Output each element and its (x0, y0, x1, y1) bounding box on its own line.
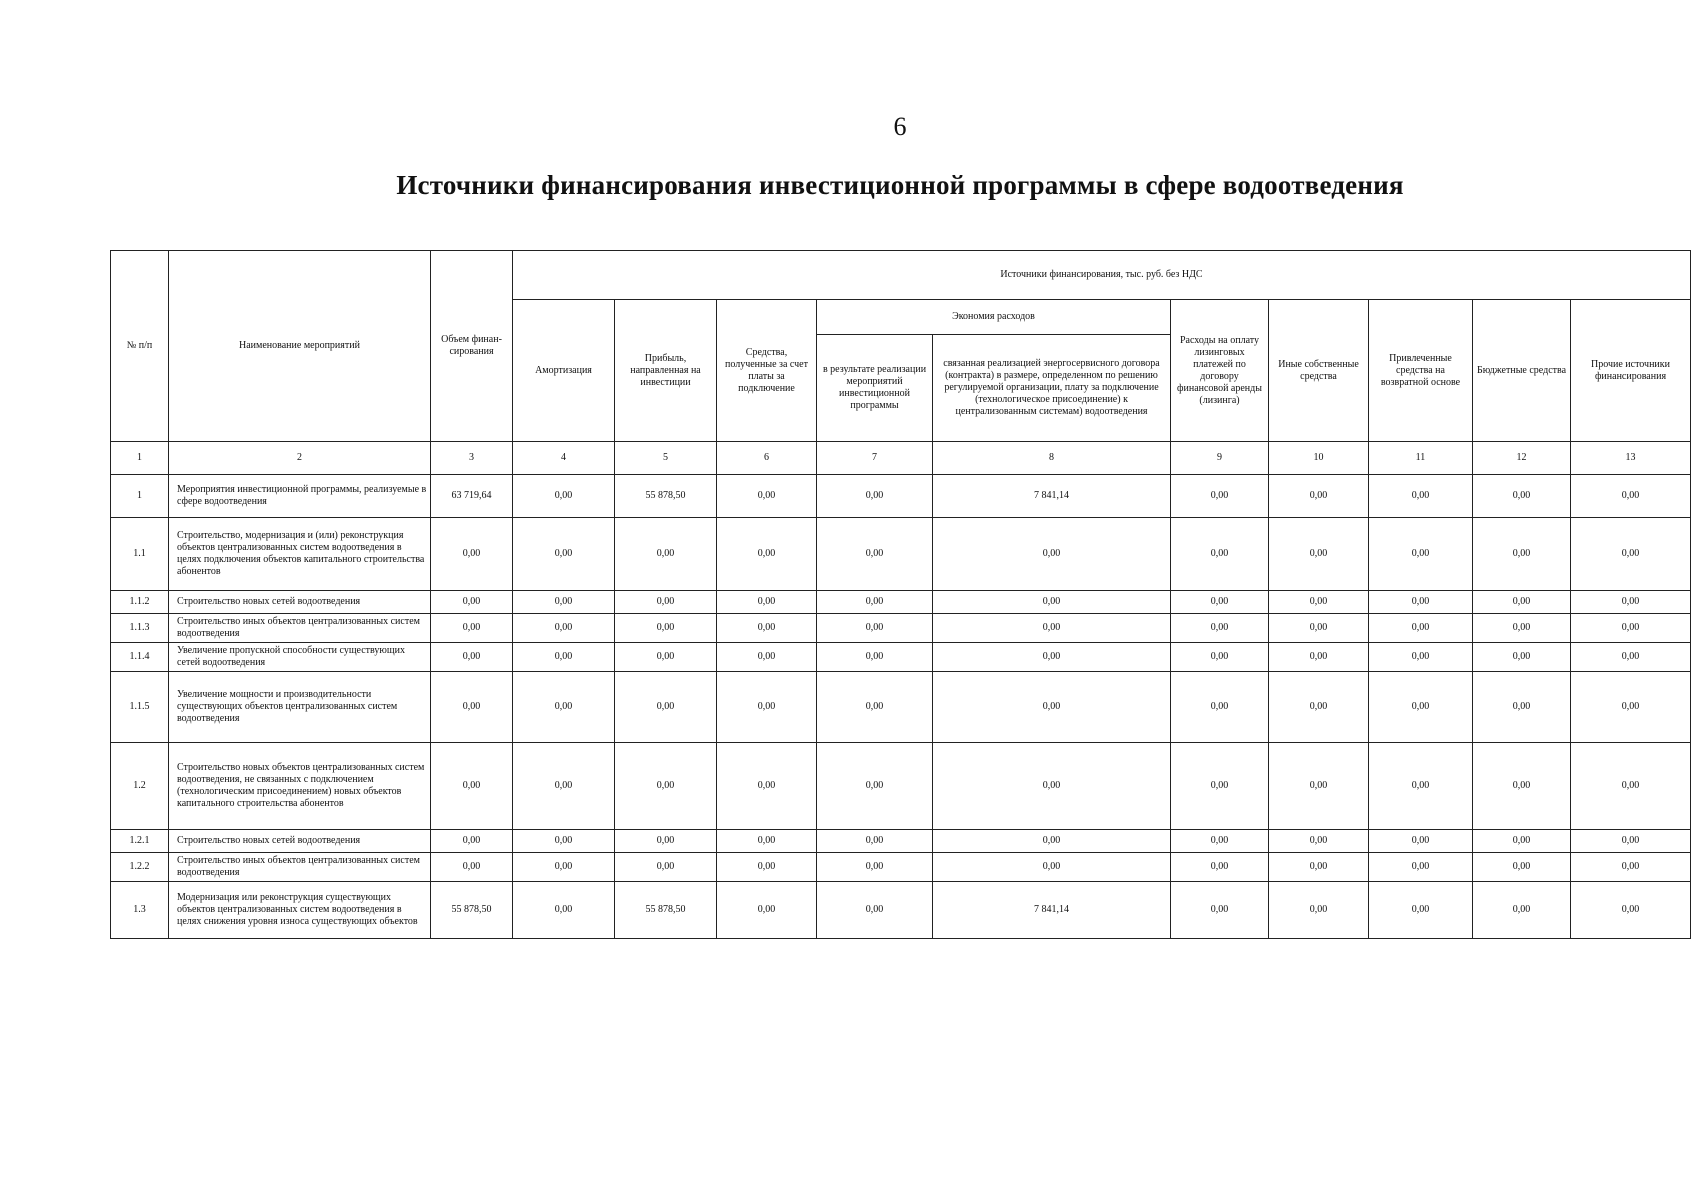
row-name: Строительство, модернизация и (или) реконструкция объектов централизованных систем водоотведения в целях подключения объектов капитального строительства абонентов (169, 518, 431, 591)
value-cell: 0,00 (717, 743, 817, 830)
value-cell: 0,00 (1369, 614, 1473, 643)
row-name: Строительство новых сетей водоотведения (169, 591, 431, 614)
value-cell: 0,00 (1473, 830, 1571, 853)
value-cell: 0,00 (817, 591, 933, 614)
value-cell: 0,00 (1171, 614, 1269, 643)
value-cell: 0,00 (1473, 882, 1571, 939)
header-amortization: Амортизация (513, 300, 615, 442)
value-cell: 0,00 (1369, 672, 1473, 743)
value-cell: 0,00 (1473, 591, 1571, 614)
row-number: 1.1.4 (111, 643, 169, 672)
value-cell: 0,00 (1369, 591, 1473, 614)
value-cell: 0,00 (1369, 643, 1473, 672)
value-cell: 0,00 (1473, 614, 1571, 643)
value-cell: 0,00 (817, 475, 933, 518)
value-cell: 0,00 (933, 518, 1171, 591)
column-number: 5 (615, 442, 717, 475)
value-cell: 0,00 (1269, 853, 1369, 882)
value-cell: 0,00 (1269, 672, 1369, 743)
value-cell: 0,00 (1571, 518, 1691, 591)
table-row (111, 743, 1691, 830)
value-cell: 0,00 (817, 743, 933, 830)
column-numbers-row (111, 442, 1691, 475)
table-row (111, 643, 1691, 672)
value-cell: 0,00 (1571, 672, 1691, 743)
value-cell: 0,00 (615, 830, 717, 853)
value-cell: 0,00 (431, 643, 513, 672)
value-cell: 0,00 (1269, 591, 1369, 614)
value-cell: 0,00 (1269, 830, 1369, 853)
value-cell: 0,00 (615, 518, 717, 591)
page-title: Источники финансирования инвестиционной программы в сфере водоотведения (396, 170, 1404, 200)
value-cell: 0,00 (1473, 743, 1571, 830)
value-cell: 0,00 (1473, 475, 1571, 518)
value-cell: 0,00 (431, 743, 513, 830)
value-cell: 0,00 (717, 882, 817, 939)
value-cell: 0,00 (1269, 643, 1369, 672)
value-cell: 0,00 (1473, 672, 1571, 743)
header-savings-program: в результате реализации мероприятий инвестиционной программы (817, 335, 933, 442)
value-cell: 0,00 (615, 643, 717, 672)
column-number: 6 (717, 442, 817, 475)
row-name: Строительство иных объектов централизованных систем водоотведения (169, 853, 431, 882)
value-cell: 0,00 (615, 743, 717, 830)
value-cell: 0,00 (513, 882, 615, 939)
value-cell: 0,00 (933, 743, 1171, 830)
column-number: 13 (1571, 442, 1691, 475)
value-cell: 0,00 (431, 518, 513, 591)
value-cell: 63 719,64 (431, 475, 513, 518)
value-cell: 0,00 (933, 672, 1171, 743)
value-cell: 0,00 (1269, 475, 1369, 518)
value-cell: 0,00 (1171, 830, 1269, 853)
value-cell: 0,00 (615, 672, 717, 743)
value-cell: 0,00 (431, 830, 513, 853)
value-cell: 0,00 (513, 853, 615, 882)
value-cell: 0,00 (717, 672, 817, 743)
table-row (111, 853, 1691, 882)
value-cell: 0,00 (431, 672, 513, 743)
value-cell: 0,00 (615, 614, 717, 643)
value-cell: 0,00 (717, 518, 817, 591)
value-cell: 0,00 (1369, 853, 1473, 882)
value-cell: 0,00 (513, 591, 615, 614)
value-cell: 0,00 (513, 475, 615, 518)
value-cell: 0,00 (1369, 518, 1473, 591)
value-cell: 0,00 (1171, 882, 1269, 939)
value-cell: 0,00 (1171, 475, 1269, 518)
value-cell: 0,00 (1269, 518, 1369, 591)
value-cell: 0,00 (1571, 643, 1691, 672)
row-number: 1.1.5 (111, 672, 169, 743)
value-cell: 0,00 (513, 643, 615, 672)
value-cell: 0,00 (933, 614, 1171, 643)
value-cell: 0,00 (933, 853, 1171, 882)
row-number: 1.3 (111, 882, 169, 939)
financing-table (110, 250, 1691, 939)
value-cell: 55 878,50 (431, 882, 513, 939)
value-cell: 0,00 (717, 830, 817, 853)
value-cell: 7 841,14 (933, 882, 1171, 939)
header-savings-energy: связанная реализацией энергосервисного договора (контракта) в размере, определенном по решению регулируемой организации, плату за подключение (технологическое присоединение) к централизованным системам) водоотведения (933, 335, 1171, 442)
value-cell: 0,00 (1171, 643, 1269, 672)
row-name: Увеличение пропускной способности существующих сетей водоотведения (169, 643, 431, 672)
value-cell: 0,00 (431, 591, 513, 614)
row-number: 1 (111, 475, 169, 518)
value-cell: 0,00 (513, 614, 615, 643)
value-cell: 0,00 (933, 591, 1171, 614)
column-number: 3 (431, 442, 513, 475)
row-name: Увеличение мощности и производительности существующих объектов централизованных систем водоотведения (169, 672, 431, 743)
row-number: 1.1.2 (111, 591, 169, 614)
value-cell: 0,00 (513, 672, 615, 743)
value-cell: 0,00 (1571, 882, 1691, 939)
table-row (111, 614, 1691, 643)
row-number: 1.1.3 (111, 614, 169, 643)
row-name: Модернизация или реконструкция существующих объектов централизованных систем водоотведения в целях снижения уровня износа существующих объектов (169, 882, 431, 939)
value-cell: 0,00 (817, 882, 933, 939)
table-row (111, 591, 1691, 614)
header-profit: Прибыль, направленная на инвестиции (615, 300, 717, 442)
row-name: Строительство иных объектов централизованных систем водоотведения (169, 614, 431, 643)
value-cell: 0,00 (1171, 743, 1269, 830)
row-number: 1.2.2 (111, 853, 169, 882)
value-cell: 0,00 (817, 614, 933, 643)
column-number: 9 (1171, 442, 1269, 475)
value-cell: 0,00 (1171, 591, 1269, 614)
value-cell: 0,00 (513, 518, 615, 591)
value-cell: 0,00 (717, 614, 817, 643)
value-cell: 0,00 (1171, 853, 1269, 882)
value-cell: 0,00 (1269, 882, 1369, 939)
value-cell: 0,00 (1369, 882, 1473, 939)
row-number: 1.1 (111, 518, 169, 591)
header-connection-fee: Средства, полученные за счет платы за подключение (717, 300, 817, 442)
row-number: 1.2 (111, 743, 169, 830)
column-number: 11 (1369, 442, 1473, 475)
value-cell: 0,00 (817, 643, 933, 672)
value-cell: 55 878,50 (615, 882, 717, 939)
value-cell: 55 878,50 (615, 475, 717, 518)
table-row (111, 882, 1691, 939)
table-row (111, 830, 1691, 853)
value-cell: 0,00 (717, 591, 817, 614)
header-own-funds: Иные собственные средства (1269, 300, 1369, 442)
row-number: 1.2.1 (111, 830, 169, 853)
column-number: 4 (513, 442, 615, 475)
header-num: № п/п (111, 251, 169, 442)
value-cell: 0,00 (431, 853, 513, 882)
table-row (111, 672, 1691, 743)
page-number: 6 (893, 112, 907, 141)
value-cell: 0,00 (1269, 743, 1369, 830)
value-cell: 0,00 (717, 853, 817, 882)
value-cell: 0,00 (817, 830, 933, 853)
value-cell: 7 841,14 (933, 475, 1171, 518)
column-number: 2 (169, 442, 431, 475)
value-cell: 0,00 (1473, 518, 1571, 591)
value-cell: 0,00 (1571, 614, 1691, 643)
value-cell: 0,00 (817, 853, 933, 882)
header-leasing: Расходы на оплату лизинговых платежей по договору финансовой аренды (лизинга) (1171, 300, 1269, 442)
value-cell: 0,00 (1369, 475, 1473, 518)
column-number: 12 (1473, 442, 1571, 475)
value-cell: 0,00 (1473, 853, 1571, 882)
value-cell: 0,00 (1369, 830, 1473, 853)
value-cell: 0,00 (817, 518, 933, 591)
value-cell: 0,00 (513, 743, 615, 830)
header-name: Наименование мероприятий (169, 251, 431, 442)
table-row (111, 475, 1691, 518)
header-sources-group: Источники финансирования, тыс. руб. без НДС (513, 251, 1691, 300)
row-name: Мероприятия инвестиционной программы, реализуемые в сфере водоотведения (169, 475, 431, 518)
value-cell: 0,00 (717, 475, 817, 518)
value-cell: 0,00 (1571, 475, 1691, 518)
value-cell: 0,00 (1269, 614, 1369, 643)
header-borrowed: Привлеченные средства на возвратной основе (1369, 300, 1473, 442)
value-cell: 0,00 (513, 830, 615, 853)
header-other: Прочие источники финансирования (1571, 300, 1691, 442)
column-number: 7 (817, 442, 933, 475)
value-cell: 0,00 (1171, 672, 1269, 743)
value-cell: 0,00 (615, 853, 717, 882)
table-row (111, 518, 1691, 591)
value-cell: 0,00 (1571, 830, 1691, 853)
value-cell: 0,00 (1571, 591, 1691, 614)
row-name: Строительство новых объектов централизованных систем водоотведения, не связанных с подключением (технологическим присоединением) новых объектов капитального строительства абонентов (169, 743, 431, 830)
value-cell: 0,00 (1171, 518, 1269, 591)
value-cell: 0,00 (431, 614, 513, 643)
column-number: 1 (111, 442, 169, 475)
column-number: 10 (1269, 442, 1369, 475)
value-cell: 0,00 (817, 672, 933, 743)
value-cell: 0,00 (717, 643, 817, 672)
value-cell: 0,00 (1571, 743, 1691, 830)
value-cell: 0,00 (933, 830, 1171, 853)
value-cell: 0,00 (1473, 643, 1571, 672)
header-budget: Бюджетные средства (1473, 300, 1571, 442)
value-cell: 0,00 (615, 591, 717, 614)
column-number: 8 (933, 442, 1171, 475)
row-name: Строительство новых сетей водоотведения (169, 830, 431, 853)
header-savings-group: Экономия расходов (817, 300, 1171, 335)
value-cell: 0,00 (1571, 853, 1691, 882)
value-cell: 0,00 (1369, 743, 1473, 830)
value-cell: 0,00 (933, 643, 1171, 672)
header-volume: Объем финан- сирования (431, 251, 513, 442)
